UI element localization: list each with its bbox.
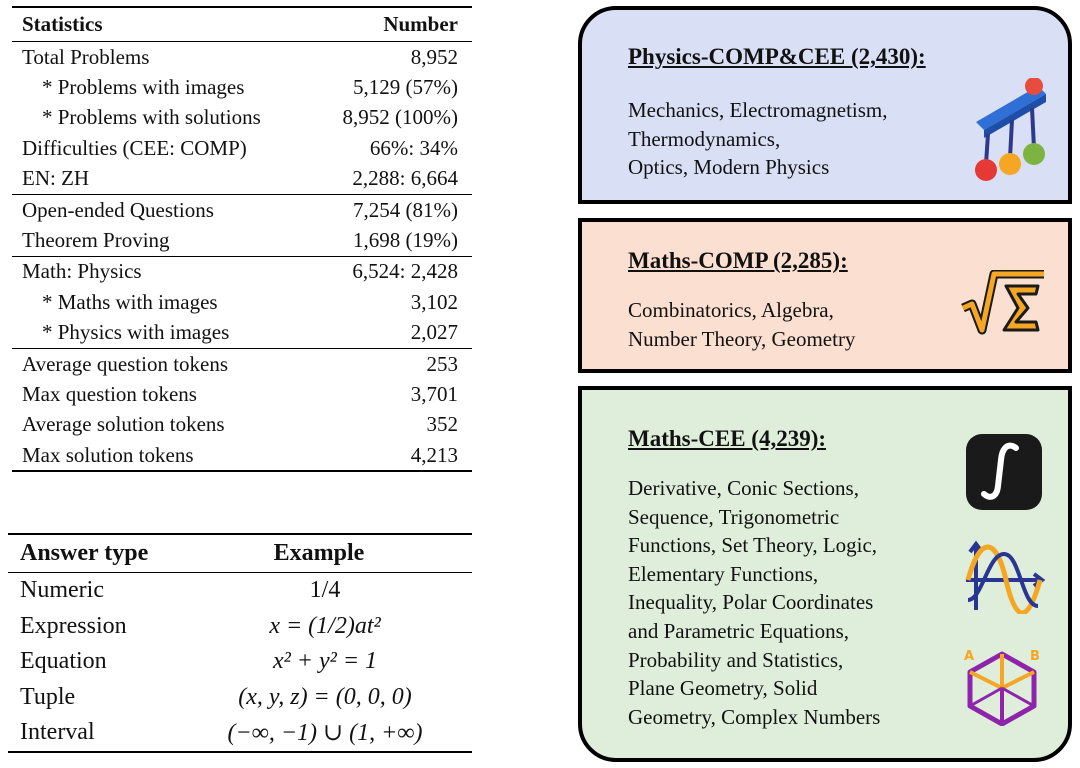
stat-value: 2,288: 6,664 xyxy=(352,166,458,191)
answer-example-cell: (x, y, z) = (0, 0, 0) xyxy=(238,683,412,710)
stat-value: 253 xyxy=(426,351,458,376)
stat-value: 8,952 xyxy=(410,44,458,69)
stat-value: 6,524: 2,428 xyxy=(352,259,458,284)
table-row xyxy=(8,644,472,680)
table-bottom-rule xyxy=(12,470,472,472)
stat-value: 352 xyxy=(426,412,458,437)
cube-icon xyxy=(960,646,1044,726)
maths-comp-topic-line: Combinatorics, Algebra, xyxy=(628,298,834,322)
stat-label: * Problems with images xyxy=(42,75,245,100)
maths-cee-title: Maths-CEE (4,239): xyxy=(628,426,827,451)
stat-label: * Physics with images xyxy=(42,320,230,345)
answer-example-cell: 1/4 xyxy=(309,577,341,604)
table-row xyxy=(12,103,472,133)
answer-example-cell: x² + y² = 1 xyxy=(272,648,378,675)
table-row xyxy=(12,349,472,379)
table-row xyxy=(12,318,472,348)
answer-example-cell: x = (1/2)at² xyxy=(269,612,381,639)
cube-label-b: B xyxy=(1030,649,1040,664)
answer-type-cell: Interval xyxy=(20,719,95,746)
stat-value: 4,213 xyxy=(410,442,458,467)
stat-value: 2,027 xyxy=(410,320,458,345)
table-row xyxy=(12,440,472,470)
answer-bottom-rule xyxy=(8,751,472,753)
maths-cee-topic-line: Elementary Functions, xyxy=(628,561,819,586)
stat-label: Max question tokens xyxy=(22,381,197,406)
table-row xyxy=(8,715,472,751)
header-statistics: Statistics xyxy=(22,12,103,36)
cube-label-a: A xyxy=(964,649,975,664)
statistics-table xyxy=(12,6,472,472)
stat-label: Average question tokens xyxy=(22,351,229,376)
pendulum-icon xyxy=(972,78,1048,182)
answer-type-cell: Expression xyxy=(20,612,127,639)
maths-comp-title: Maths-COMP (2,285): xyxy=(628,248,848,273)
table-row xyxy=(12,225,472,255)
statistics-body xyxy=(12,42,472,470)
maths-cee-topic-line: and Parametric Equations, xyxy=(628,618,850,643)
table-row xyxy=(8,680,472,716)
maths-cee-topic-line: Functions, Set Theory, Logic, xyxy=(628,533,878,558)
maths-cee-category-box xyxy=(578,386,1072,762)
stat-label: * Maths with images xyxy=(42,289,218,314)
answer-type-table xyxy=(8,533,472,753)
stat-value: 66%: 34% xyxy=(369,135,458,160)
stat-value: 8,952 (100%) xyxy=(342,105,458,130)
table-row xyxy=(8,573,472,609)
stat-label: EN: ZH xyxy=(22,166,90,191)
answer-type-cell: Numeric xyxy=(20,577,104,604)
stat-label: Open-ended Questions xyxy=(22,197,214,222)
table-row xyxy=(12,42,472,72)
table-row xyxy=(12,133,472,163)
answer-header-row xyxy=(8,535,472,572)
sqrt-sigma-icon xyxy=(960,270,1046,336)
table-row xyxy=(12,164,472,194)
physics-topic-line: Thermodynamics, xyxy=(628,126,781,151)
header-example: Example xyxy=(273,540,365,566)
stat-label: * Problems with solutions xyxy=(42,105,261,130)
integral-icon xyxy=(964,432,1044,512)
answer-body xyxy=(8,573,472,751)
stat-value: 1,698 (19%) xyxy=(353,228,458,253)
stat-value: 3,102 xyxy=(410,289,458,314)
table-row xyxy=(12,379,472,409)
maths-comp-category-box xyxy=(578,218,1072,373)
maths-cee-topic-line: Plane Geometry, Solid xyxy=(628,676,818,701)
maths-cee-topic-line: Inequality, Polar Coordinates xyxy=(628,590,874,615)
physics-topic-line: Optics, Modern Physics xyxy=(628,155,830,180)
table-row xyxy=(12,410,472,440)
maths-cee-topic-line: Geometry, Complex Numbers xyxy=(628,704,881,729)
wave-graph-icon xyxy=(962,540,1046,614)
table-header-row xyxy=(12,8,472,41)
stat-label: Max solution tokens xyxy=(22,442,194,467)
answer-type-cell: Tuple xyxy=(20,683,76,710)
maths-cee-topic-line: Sequence, Trigonometric xyxy=(628,504,840,529)
table-row xyxy=(8,609,472,645)
maths-comp-topic-line: Number Theory, Geometry xyxy=(628,326,856,351)
physics-topic-line: Mechanics, Electromagnetism, xyxy=(628,98,888,122)
stat-label: Average solution tokens xyxy=(22,412,225,437)
stat-value: 7,254 (81%) xyxy=(353,197,458,222)
maths-cee-topic-line: Probability and Statistics, xyxy=(628,647,844,672)
table-row xyxy=(12,72,472,102)
answer-example-cell: (−∞, −1) ∪ (1, +∞) xyxy=(227,720,423,747)
stat-label: Total Problems xyxy=(22,44,150,69)
physics-title: Physics-COMP&CEE (2,430): xyxy=(628,44,926,69)
table-row xyxy=(12,257,472,287)
physics-category-box xyxy=(578,6,1072,204)
header-answer-type: Answer type xyxy=(20,540,149,566)
stat-label: Theorem Proving xyxy=(22,228,170,253)
header-number: Number xyxy=(383,12,458,36)
stat-value: 3,701 xyxy=(410,381,458,406)
table-row xyxy=(12,195,472,225)
maths-cee-topic-line: Derivative, Conic Sections, xyxy=(628,476,859,500)
stat-value: 5,129 (57%) xyxy=(353,75,458,100)
stat-label: Math: Physics xyxy=(22,259,142,284)
answer-type-cell: Equation xyxy=(20,648,107,675)
table-row xyxy=(12,287,472,317)
stat-label: Difficulties (CEE: COMP) xyxy=(22,135,247,160)
